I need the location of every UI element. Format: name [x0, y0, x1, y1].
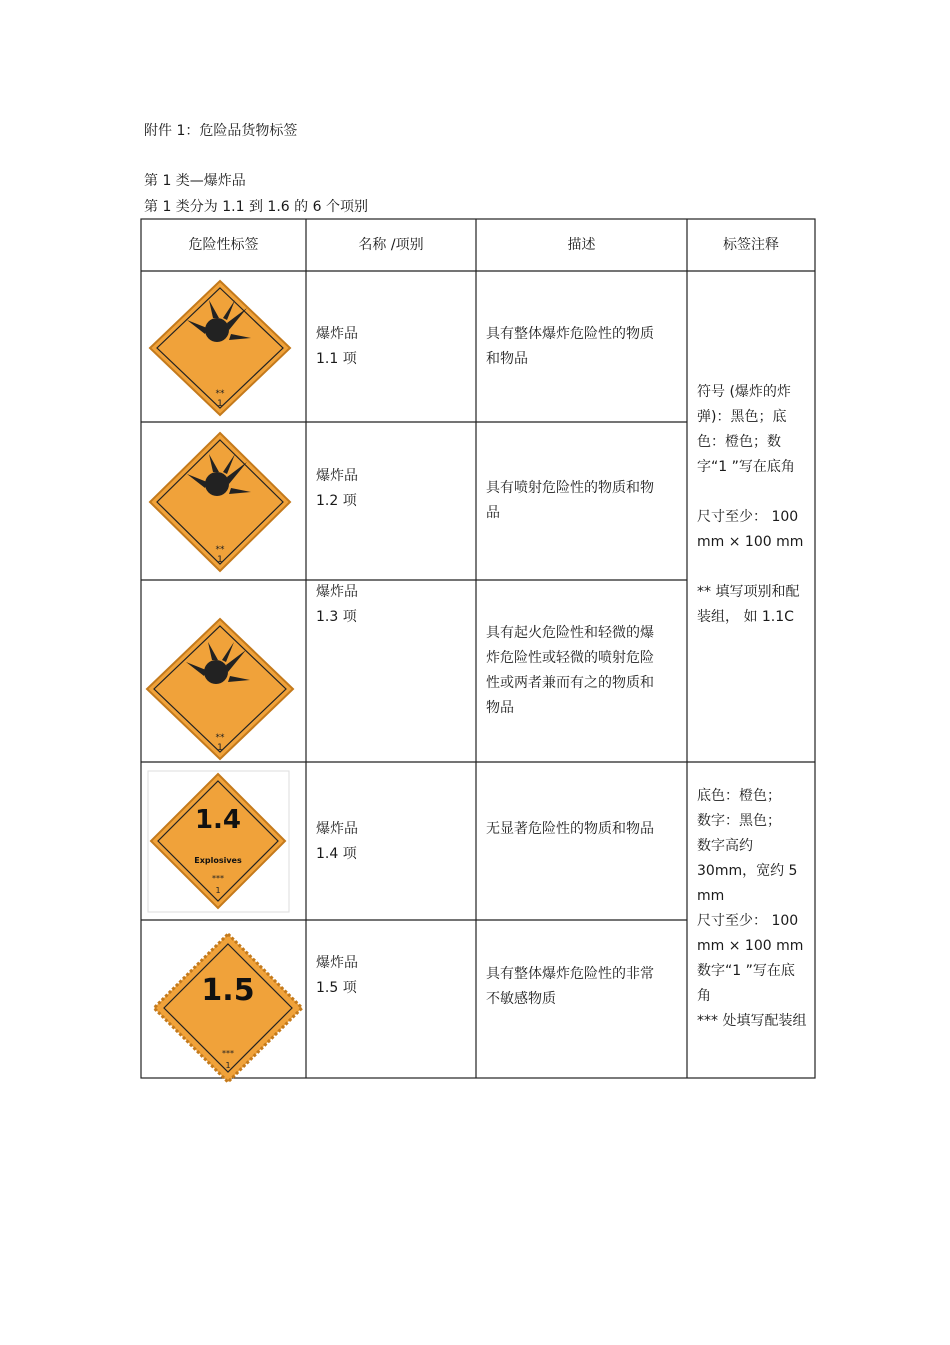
svg-text:***: *** — [222, 1049, 234, 1058]
explosive-label-1-1 — [147, 278, 293, 422]
class-title: 第 1 类—爆炸品 — [144, 173, 246, 189]
row-1-3-desc: 具有起火危险性和轻微的爆炸危险性或轻微的喷射危险性或两者兼而有之的物质和物品 — [486, 625, 654, 716]
svg-text:1.5: 1.5 — [201, 973, 255, 1008]
row-1-5-desc: 具有整体爆炸危险性的非常不敏感物质 — [486, 966, 654, 1007]
svg-text:**: ** — [215, 733, 225, 743]
row-1-2-desc: 具有喷射危险性的物质和物品 — [486, 480, 654, 521]
explosive-label-1-3 — [144, 616, 296, 766]
header-hazard-label: 危险性标签 — [188, 237, 259, 253]
svg-text:1: 1 — [225, 1061, 231, 1070]
class-subtitle: 第 1 类分为 1.1 到 1.6 的 6 个项别 — [144, 199, 368, 215]
row-1-1-desc: 具有整体爆炸危险性的物质和物品 — [486, 326, 654, 367]
svg-text:1: 1 — [217, 743, 223, 753]
row-1-1-name: 爆炸品 1.1 项 — [316, 326, 358, 367]
row-1-3-name: 爆炸品 1.3 项 — [316, 584, 358, 625]
explosive-label-1-4 — [147, 770, 290, 917]
header-name-division: 名称 /项别 — [358, 237, 424, 253]
svg-text:1: 1 — [217, 399, 223, 409]
svg-text:1: 1 — [217, 555, 223, 565]
svg-text:**: ** — [215, 545, 225, 555]
row-1-4-name: 爆炸品 1.4 项 — [316, 821, 358, 862]
row-1-4-desc: 无显著危险性的物质和物品 — [486, 821, 654, 837]
row-1-5-name: 爆炸品 1.5 项 — [316, 955, 358, 996]
document-heading: 附件 1：危险品货物标签 — [144, 123, 298, 139]
explosive-label-1-2 — [147, 430, 293, 578]
svg-text:1.4: 1.4 — [194, 805, 242, 835]
svg-text:**: ** — [215, 389, 225, 399]
label-notes-group-2: 底色：橙色； 数字：黑色； 数字高约 30mm，宽约 5 mm 尺寸至少： 100 mm × 100 mm 数字“1 ”写在底角 *** 处填写配装组 — [697, 788, 807, 1029]
header-label-notes: 标签注释 — [723, 237, 779, 253]
svg-text:***: *** — [212, 874, 224, 883]
label-notes-group-1: 符号 (爆炸的炸弹)：黑色；底色：橙色；数字“1 ”写在底角 尺寸至少： 100 mm × 100 mm ** 填写项别和配装组， 如 1.1C — [697, 384, 804, 625]
header-description: 描述 — [567, 237, 596, 253]
svg-text:Explosives: Explosives — [194, 856, 242, 865]
svg-text:1: 1 — [215, 886, 221, 895]
explosive-label-1-5 — [152, 932, 304, 1088]
row-1-2-name: 爆炸品 1.2 项 — [316, 468, 358, 509]
